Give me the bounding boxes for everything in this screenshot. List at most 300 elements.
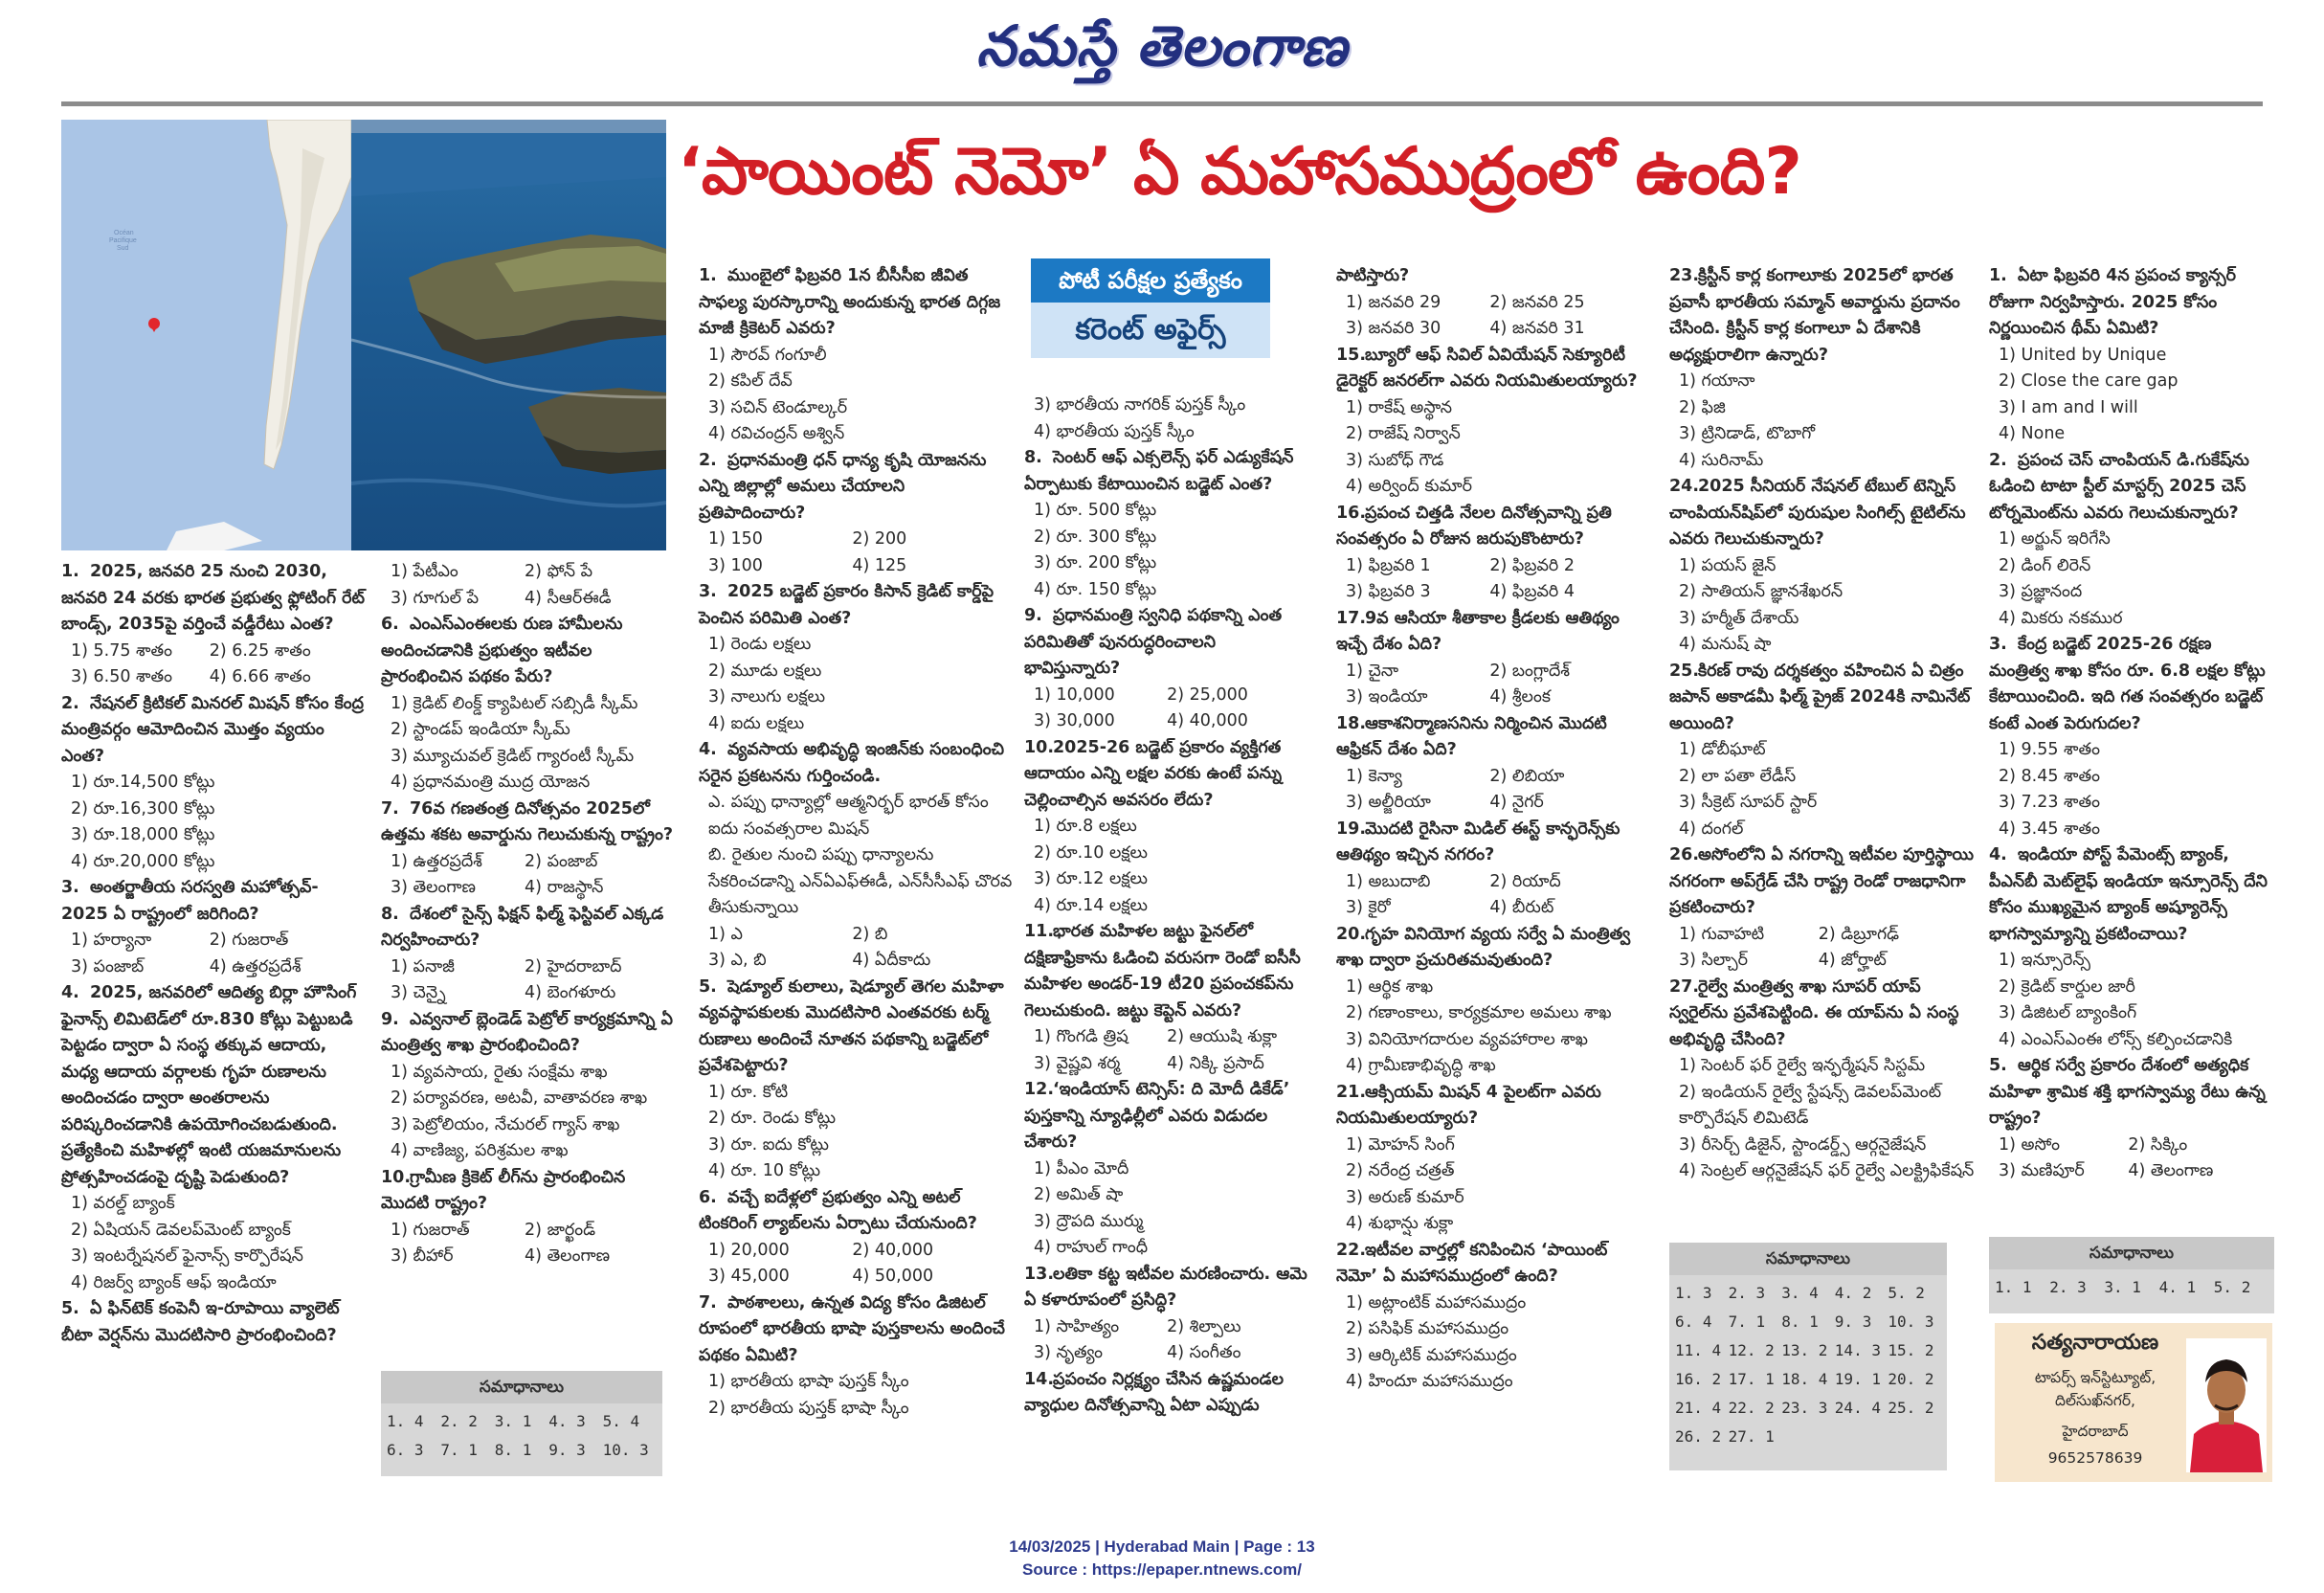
question-item [1336, 1080, 1652, 1238]
answer-option: 4) హిందూ మహాసముద్రం [1346, 1372, 1513, 1391]
answer-option: 2) అమిత్ షా [1034, 1185, 1124, 1204]
answer-option: 4) ఐదు లక్షలు [708, 713, 805, 733]
question-column-2 [381, 559, 676, 1270]
question-item [1024, 603, 1317, 735]
answer-key-cell [1781, 1423, 1835, 1451]
question-text: గ్రామీణ క్రికెట్ లీగ్‌ను ప్రారంభించిన మొదటి రాష్ట్రం? [381, 1167, 626, 1213]
question-column-5 [1336, 263, 1652, 1396]
answer-option: 2) డింగ్ లిరెన్ [1999, 555, 2091, 575]
answer-option: 2) రూ.16,300 కోట్లు [71, 798, 215, 819]
answer-option: 2) గుజరాత్ [209, 931, 289, 950]
question-item [1989, 1053, 2274, 1185]
answer-option: బి. రైతుల నుంచి పప్పు ధాన్యాలను సేకరించడాన్ని ఎన్ఏఎఫ్ఈడీ, ఎన్‌సీసీఎఫ్ చొరవ తీసుకున్నాయి [708, 845, 1013, 917]
question-item [1989, 842, 2274, 1053]
answer-options [1336, 290, 1652, 343]
answer-option: 4) 6.66 శాతం [209, 667, 311, 686]
answer-option: 3) వైష్ణవి శర్మ [1034, 1053, 1121, 1073]
answer-option: 2) 200 [852, 529, 907, 549]
answer-key-cell: 25. 2 [1888, 1399, 1934, 1417]
answer-option: 4) సురినామ్ [1679, 450, 1764, 470]
answer-options [1024, 683, 1317, 735]
question-text: ప్రధానమంత్రి స్వనిధి పథకాన్ని ఎంత పరిమితితో పునరుద్ధరించాలని భావిస్తున్నారు? [1024, 606, 1283, 678]
question-text: ఆక్సియమ్ మిషన్ 4 పైలట్‌గా ఎవరు నియమితులయ్యారు? [1336, 1082, 1601, 1128]
answer-options [1989, 737, 2274, 842]
answer-option: 1) భారతీయ భాషా పుస్తక్ స్కీం [708, 1372, 909, 1391]
answer-key-cell: 7. 1 [440, 1441, 478, 1459]
question-item [1336, 817, 1652, 922]
island-graphic [351, 120, 666, 550]
answer-option: 4) రూ. 10 కోట్లు [708, 1161, 821, 1180]
question-item [381, 1165, 676, 1270]
question-number: 27. [1669, 976, 1700, 997]
answer-option: 2) ఇండియన్ రైల్వే స్టేషన్స్ డెవలప్‌మెంట్ కార్పొరేషన్ లిమిటెడ్ [1679, 1082, 1942, 1128]
question-text: ఏటా ఫిబ్రవరి 4న ప్రపంచ క్యాన్సర్ రోజుగా నిర్వహిస్తారు. 2025 కోసం నిర్ణయించిన థీమ్ ఏమిటి? [1989, 266, 2236, 338]
answer-options [61, 928, 366, 980]
footer-source: Source : https://epaper.ntnews.com/ [1022, 1560, 1302, 1579]
answer-option: 3) బీహార్ [391, 1246, 454, 1266]
answer-option: 1) పయస్ జైన్ [1679, 555, 1777, 575]
answer-key-cell: 1. 4 [387, 1412, 424, 1430]
question-item [1336, 606, 1652, 711]
question-item [1989, 632, 2274, 842]
answer-options [1024, 498, 1317, 603]
answer-options [699, 343, 1015, 448]
question-number: 6. [699, 1187, 717, 1207]
question-item [1336, 711, 1652, 817]
question-column-6 [1669, 263, 1976, 1185]
answer-key-cell: 4. 1 [2158, 1278, 2197, 1296]
answer-option: 2) ఫిజి [1679, 397, 1726, 417]
question-text: ఆర్థిక సర్వే ప్రకారం దేశంలో అత్యధిక మహిళా శ్రామిక శక్తి భాగస్వామ్య రేటు ఉన్న రాష్ట్రం? [1989, 1056, 2266, 1128]
question-number: 5. [61, 1299, 79, 1318]
question-item [1669, 659, 1976, 843]
question-number: 3. [1989, 635, 2007, 654]
footer-dateline: 14/03/2025 | Hyderabad Main | Page : 13 [1009, 1537, 1315, 1556]
answer-option: 4) మికరు నకముర [1999, 608, 2123, 628]
question-item [699, 263, 1015, 448]
answer-options [1024, 1024, 1317, 1077]
answer-key-cell [1888, 1423, 1941, 1451]
answer-option: 1) ఉత్తరప్రదేశ్ [391, 851, 482, 871]
answer-key-cell: 1. 3 [1675, 1284, 1712, 1302]
answer-options [1336, 1133, 1652, 1238]
answer-option: 4) జనవరి 31 [1489, 319, 1585, 338]
question-text: రైల్వే మంత్రిత్వ శాఖ సూపర్ యాప్ స్వరైల్‌ను ప్రవేశపెట్టింది. ఈ యాప్‌ను ఏ సంస్థ అభివృద్ధి చేసింది? [1669, 976, 1959, 1049]
answers-box-left [381, 1371, 662, 1476]
question-number: 4. [61, 983, 79, 1002]
answer-option: 4) గ్రామీణాభివృద్ధి శాఖ [1346, 1056, 1496, 1075]
answer-option: 1) ఫిబ్రవరి 1 [1346, 555, 1431, 575]
question-text: క్రిస్టీన్ కార్ల కంగాలూకు 2025లో భారత ప్రవాసీ భారతీయ సమ్మాన్ అవార్డును ప్రదానం చేసింది. క్రిస్టీన్ కార్ల కంగాలూ ఏ దేశానికి అధ్యక్షురాలిగా ఉన్నారు? [1669, 266, 1960, 365]
answer-option: 2) భారతీయ పుస్తక్ భాషా స్కీం [708, 1398, 909, 1418]
answer-option: 4) అర్వింద్ కుమార్ [1346, 477, 1473, 496]
answer-option: 1) రూ. కోటి [708, 1082, 789, 1102]
answer-option: 1) రూ. 500 కోట్లు [1034, 501, 1157, 520]
question-text: పాఠశాలలు, ఉన్నత విద్య కోసం డిజిటల్ రూపంలో భారతీయ భాషా పుస్తకాలను అందించే పథకం ఏమిటి? [699, 1292, 1005, 1365]
answer-options [1669, 737, 1976, 842]
question-item [61, 1296, 366, 1349]
answer-option: 3) ఆర్కిటిక్ మహాసముద్రం [1346, 1345, 1517, 1365]
answer-option: 2) ఫిబ్రవరి 2 [1489, 555, 1575, 575]
question-item [1024, 1367, 1317, 1420]
answer-options [1336, 1290, 1652, 1396]
answer-option: 1) గయానా [1679, 371, 1755, 391]
author-area: దిల్‌సుఖ్‌నగర్, [2055, 1392, 2135, 1409]
answer-option: 1) సౌరవ్ గంగూలీ [708, 345, 827, 365]
answer-options [1336, 975, 1652, 1080]
answer-options [699, 790, 1015, 975]
answer-option: 4) సంగీతం [1167, 1343, 1241, 1362]
answer-option: 1) 9.55 శాతం [1999, 740, 2100, 759]
answer-option: 3) భారతీయ నాగరిక్ పుస్తక్ స్కీం [1034, 395, 1246, 415]
answer-options [1989, 1133, 2274, 1185]
question-text: షెడ్యూల్ కులాలు, షెడ్యూల్ తెగల మహిళా వ్యవస్థాపకులకు మొదటిసారి ఎంతవరకు టర్మ్ రుణాలు అందించే నూతన పథకాన్ని బడ్జెట్‌లో ప్రవేశపెట్టారు? [699, 976, 1004, 1075]
question-number: 20. [1336, 924, 1367, 944]
answer-option: 2) లా పతా లేడీస్ [1679, 766, 1797, 786]
answer-key-cell: 27. 1 [1728, 1427, 1775, 1446]
answer-key-cell: 2. 3 [1728, 1284, 1766, 1302]
answer-options [381, 559, 676, 612]
answer-option: 1) 10,000 [1034, 684, 1115, 705]
answer-option: 4) రూ.20,000 కోట్లు [71, 851, 215, 871]
answer-option: 1) ఇన్సూరెన్స్ [1999, 951, 2090, 970]
answer-key-cell: 20. 2 [1888, 1370, 1934, 1388]
question-column-7 [1989, 263, 2274, 1185]
question-number: 3. [699, 582, 717, 601]
answer-option: 4) 40,000 [1167, 711, 1248, 730]
question-item [699, 737, 1015, 975]
answer-key-cell: 14. 3 [1834, 1341, 1881, 1359]
answer-option: 2) 25,000 [1167, 684, 1248, 705]
question-text: గృహ వినియోగ వ్యయ సర్వే ఏ మంత్రిత్వ శాఖ ద్వారా ప్రచురితమవుతుంది? [1336, 924, 1631, 970]
author-org: టాపర్స్ ఇన్‌స్టిట్యూట్, [2034, 1369, 2156, 1386]
question-item [381, 1007, 676, 1165]
question-text: నేషనల్ క్రిటికల్ మినరల్ మిషన్ కోసం కేంద్ర మంత్రివర్గం ఆమోదించిన మొత్తం వ్యయం ఎంత? [61, 693, 364, 766]
answer-option: 3) రూ. ఐదు కోట్లు [708, 1134, 829, 1155]
answer-key-cell: 3. 4 [1781, 1284, 1819, 1302]
question-item [381, 559, 676, 612]
answer-option: 1) 5.75 శాతం [71, 640, 172, 661]
answer-options [1024, 1314, 1317, 1367]
question-text: సెంటర్ ఆఫ్ ఎక్సలెన్స్ ఫర్ ఎడ్యుకేషన్ ఏర్పాటుకు కేటాయించిన బడ్జెట్ ఎంత? [1024, 448, 1294, 494]
answer-key-cell: 1. 1 [1995, 1278, 2032, 1296]
answer-option: 4) ఫిబ్రవరి 4 [1489, 582, 1575, 601]
answer-option: 4) ఏదీకాదు [852, 951, 931, 970]
answer-option: 4) భారతీయ పుస్తక్ స్కీం [1034, 421, 1195, 441]
answer-option: 4) రవిచంద్రన్ అశ్విన్ [708, 424, 845, 443]
masthead-rule [61, 101, 2263, 106]
answer-option: 2) జనవరి 25 [1489, 292, 1585, 312]
answer-key-cell: 9. 3 [548, 1441, 586, 1459]
answer-option: 4) 3.45 శాతం [1999, 819, 2100, 839]
question-number: 5. [1989, 1056, 2007, 1075]
question-text: ఏ ఫిన్‌టెక్ కంపెనీ ఇ-రూపాయి వ్యాలెట్ బీటా వెర్షన్‌ను మొదటిసారి ప్రారంభించింది? [61, 1299, 340, 1345]
answer-key-cell: 21. 4 [1675, 1399, 1722, 1417]
answer-option: 2) బి [852, 924, 888, 944]
map-label: Océan [114, 230, 134, 236]
answer-option: 4) నైగర్ [1489, 793, 1544, 812]
question-number: 22. [1336, 1240, 1367, 1260]
answer-option: 4) ప్రధానమంత్రి ముద్ర యోజన [391, 773, 591, 792]
answer-option: 4) నిక్కి ప్రసాద్ [1167, 1053, 1264, 1073]
question-item [61, 559, 366, 691]
question-item [699, 1290, 1015, 1423]
answer-option: 1) రూ.8 లక్షలు [1034, 817, 1137, 836]
answer-option: 2) పంజాబ్ [525, 851, 598, 871]
answer-option: 3) I am and I will [1999, 397, 2138, 417]
answer-option: 3) గూగుల్ పే [391, 588, 480, 608]
answer-option: 4) రూ.14 లక్షలు [1034, 895, 1148, 915]
answer-option: 3) సుబోధ్ గౌడ [1346, 450, 1444, 470]
answer-option: 3) 7.23 శాతం [1999, 793, 2100, 812]
answer-option: 2) 6.25 శాతం [209, 640, 311, 661]
answer-key-cell: 6. 3 [387, 1441, 424, 1459]
question-text: ప్రపంచ చిత్తడి నేలల దినోత్సవాన్ని ప్రతి సంవత్సరం ఏ రోజున జరుపుకొంటారు? [1336, 503, 1612, 549]
answer-option: 1) వ్యవసాయ, రైతు సంక్షేమ శాఖ [391, 1062, 608, 1082]
answer-option: 3) డిజిటల్ బ్యాంకింగ్ [1999, 1003, 2137, 1022]
question-text: ఎంఎస్ఎంఈలకు రుణ హామీలను అందించడానికి ప్రభుత్వం ఇటీవల ప్రారంభించిన పథకం పేరు? [381, 615, 623, 686]
answer-option: 3) చెన్నై [391, 983, 446, 1002]
answer-key-cell: 5. 2 [1888, 1284, 1925, 1302]
question-number: 7. [699, 1292, 717, 1313]
question-number: 12. [1024, 1080, 1055, 1099]
question-item [381, 796, 676, 902]
section-banner [1031, 258, 1270, 358]
answer-option: 1) ఆర్థిక శాఖ [1346, 976, 1434, 997]
answer-option: 1) అబుదాబి [1346, 871, 1431, 891]
answer-option: 3) సిల్చార్ [1679, 951, 1748, 970]
question-item [1336, 263, 1652, 343]
answer-option: 1) అసోం [1999, 1134, 2061, 1155]
answer-options [1336, 553, 1652, 606]
question-item [1989, 263, 2274, 448]
question-text: ఆకాశనిర్మాణసనిను నిర్మించిన మొదటి ఆఫ్రికన్ దేశం ఏది? [1336, 713, 1607, 759]
answer-option: ఎ. పప్పు ధాన్యాల్లో ఆత్మనిర్భర్ భారత్ కోసం ఐదు సంవత్సరాల మిషన్ [708, 793, 989, 839]
answers-title: సమాధానాలు [1989, 1237, 2274, 1269]
answer-options [381, 1218, 676, 1270]
svg-text:Sud: Sud [117, 245, 129, 252]
answer-option: 3) 45,000 [708, 1267, 790, 1286]
answer-key-cell: 24. 4 [1834, 1399, 1881, 1417]
answer-key-cell: 12. 2 [1728, 1341, 1775, 1359]
answers-box-right [1989, 1237, 2274, 1313]
question-item [1024, 393, 1317, 445]
answer-option: 3) హర్మీత్ దేశాయ్ [1679, 608, 1799, 628]
question-number: 1. [61, 562, 79, 581]
answer-option: 3) రీసెర్చ్ డిజైన్, స్టాండర్డ్స్ ఆర్గనైజేషన్ [1679, 1134, 1927, 1155]
answer-option: 2) హైదరాబాద్ [525, 956, 622, 976]
question-text: భారత మహిళల జట్టు ఫైనల్‌లో దక్షిణాఫ్రికాను ఓడించి వరుసగా రెండో ఐసీసీ మహిళల అండర్-19 టీ20 ప్రపంచకప్‌ను గెలుచుకుంది. జట్టు కెప్టెన్ ఎవరు? [1024, 922, 1301, 1021]
answer-key-cell: 11. 4 [1675, 1341, 1722, 1359]
answer-option: 4) 50,000 [852, 1267, 934, 1286]
answer-options [61, 1191, 366, 1296]
answer-option: 1) సెంటర్ ఫర్ రైల్వే ఇన్ఫర్మేషన్ సిస్టమ్ [1679, 1056, 1926, 1075]
question-number: 6. [381, 615, 399, 634]
answers-grid [1669, 1275, 1947, 1455]
answer-options [699, 527, 1015, 579]
author-name: సత్యనారాయణ [2031, 1331, 2159, 1355]
author-city: హైదరాబాద్ [2062, 1423, 2129, 1440]
answer-option: 1) హర్యానా [71, 931, 152, 950]
answer-option: 1) United by Unique [1999, 345, 2167, 365]
answer-key-cell: 8. 1 [494, 1441, 532, 1459]
answer-options [1336, 395, 1652, 501]
answer-key-cell: 13. 2 [1781, 1341, 1828, 1359]
answer-option: 1) రూ.14,500 కోట్లు [71, 773, 215, 792]
answer-option: 4) శుభాన్షు శుక్లా [1346, 1214, 1454, 1233]
answer-option: 2) జార్ఖండ్ [525, 1220, 596, 1240]
answer-options [1336, 764, 1652, 817]
hero-image [61, 120, 666, 550]
answer-key-cell: 7. 1 [1728, 1313, 1766, 1331]
answer-option: 2) సిక్కిం [2128, 1134, 2188, 1155]
answer-option: 4) దంగల్ [1679, 819, 1744, 839]
answer-key-cell: 5. 2 [2213, 1278, 2251, 1296]
answer-option: 3) ఫిబ్రవరి 3 [1346, 582, 1431, 601]
question-item [61, 691, 366, 876]
answer-option: 1) పేటీఎం [391, 562, 458, 581]
answer-option: 3) 30,000 [1034, 711, 1115, 730]
answer-option: 4) తెలంగాణ [525, 1246, 611, 1266]
answer-key-cell: 26. 2 [1675, 1427, 1722, 1446]
question-text: వచ్చే ఐదేళ్లలో ప్రభుత్వం ఎన్ని అటల్ టింకరింగ్ ల్యాబ్‌లను ఏర్పాటు చేయనుంది? [699, 1187, 977, 1233]
answer-option: 3) నాలుగు లక్షలు [708, 687, 825, 707]
answer-options [699, 1080, 1015, 1185]
answer-option: 2) పర్యావరణ, అటవీ, వాతావరణ శాఖ [391, 1088, 648, 1108]
answer-option: 3) ఇంటర్నేషనల్ ఫైనాన్స్ కార్పొరేషన్ [71, 1246, 303, 1266]
answer-option: 2) శిల్పాలు [1167, 1316, 1241, 1336]
svg-text:Pacifique: Pacifique [109, 237, 137, 244]
question-number: 4. [699, 740, 717, 759]
question-number: 2. [61, 693, 79, 713]
answer-key-cell: 22. 2 [1728, 1399, 1775, 1417]
answer-option: 1) అట్లాంటిక్ మహాసముద్రం [1346, 1292, 1527, 1313]
answer-key-cell: 15. 2 [1888, 1341, 1934, 1359]
question-item [1024, 735, 1317, 920]
answer-option: 4) రాజస్థాన్ [525, 878, 604, 897]
question-item [381, 612, 676, 796]
answer-option: 1) రాకేష్ అస్థాన [1346, 397, 1453, 417]
answer-option: 1) గువాహటి [1679, 924, 1765, 944]
banner-title: కరెంట్ అఫైర్స్ [1031, 303, 1270, 358]
answer-option: 4) None [1999, 424, 2066, 443]
author-phone: 9652578639 [2047, 1449, 2143, 1467]
answer-option: 2) రూ. రెండు కోట్లు [708, 1109, 837, 1128]
question-text: 9వ ఆసియా శీతాకాల క్రీడలకు ఆతిథ్యం ఇచ్చే దేశం ఏది? [1336, 608, 1620, 654]
question-text: ముంబైలో ఫిబ్రవరి 1న బీసీసీఐ జీవిత సాఫల్య పురస్కారాన్ని అందుకున్న భారత దిగ్గజ మాజీ క్రికెటర్ ఎవరు? [699, 266, 1001, 338]
question-item [1669, 842, 1976, 975]
answer-options [699, 1238, 1015, 1290]
question-number: 1. [699, 266, 717, 285]
question-number: 4. [1989, 845, 2007, 864]
answer-option: 4) తెలంగాణ [2128, 1161, 2214, 1180]
question-text: దేశంలో సైన్స్ ఫిక్షన్ ఫిల్మ్ ఫెస్టివల్ ఎక్కడ నిర్వహించారు? [381, 904, 664, 950]
question-text: బ్యూరో ఆఫ్ సివిల్ ఏవియేషన్ సెక్యూరిటీ డైరెక్టర్ జనరల్‌గా ఎవరు నియమితులయ్యారు? [1336, 345, 1638, 391]
answer-option: 1) 20,000 [708, 1240, 790, 1260]
answer-option: 4) 125 [852, 555, 907, 575]
answer-option: 1) చైనా [1346, 661, 1399, 681]
question-item [1336, 1238, 1652, 1396]
answer-options [381, 1060, 676, 1165]
answer-option: 1) 150 [708, 529, 763, 549]
question-item [699, 1185, 1015, 1290]
answer-key-cell: 4. 2 [1834, 1284, 1872, 1302]
question-number: 2. [699, 450, 717, 470]
answer-option: 1) కెన్యా [1346, 766, 1402, 786]
answer-option: 2) రూ. 300 కోట్లు [1034, 527, 1157, 547]
question-text: ‘ఇండియాస్ టెన్సిస్: ది మోదీ డికేడ్’ పుస్తకాన్ని న్యూఢిల్లీలో ఎవరు విడుదల చేశారు? [1024, 1080, 1290, 1152]
question-item [381, 902, 676, 1007]
question-column-1 [61, 559, 366, 1349]
answer-options [381, 849, 676, 902]
answer-option: 1) రెండు లక్షలు [708, 635, 812, 654]
answer-key-cell: 18. 4 [1781, 1370, 1828, 1388]
question-text: ఇటీవల వార్తల్లో కనిపించిన ‘పాయింట్ నెమో’ ఏ మహాసముద్రంలో ఉంది? [1336, 1240, 1608, 1286]
question-number: 23. [1669, 266, 1700, 285]
answer-option: 3) మణిపూర్ [1999, 1161, 2085, 1180]
answer-key-cell: 19. 1 [1834, 1370, 1881, 1388]
answer-key-cell: 5. 4 [602, 1412, 640, 1430]
answer-key-cell: 2. 2 [440, 1412, 478, 1430]
author-photo [2186, 1338, 2267, 1472]
question-item [699, 975, 1015, 1185]
answer-option: 3) 100 [708, 555, 763, 575]
answer-option: 3) ప్రజ్ఞానంద [1999, 582, 2083, 601]
map-graphic [61, 120, 351, 550]
answer-options [381, 691, 676, 796]
question-item [1669, 474, 1976, 659]
question-number: 5. [699, 976, 717, 997]
answer-option: 3) పెట్రోలియం, నేచురల్ గ్యాస్ శాఖ [391, 1114, 620, 1134]
headline: ‘పాయింట్ నెమో’ ఏ మహాసముద్రంలో ఉంది? [678, 134, 1801, 210]
answer-option: 4) శ్రీలంక [1489, 687, 1551, 707]
question-number: 21. [1336, 1082, 1367, 1102]
question-number: 10. [381, 1167, 412, 1187]
question-number: 3. [61, 878, 79, 897]
question-number: 2. [1989, 450, 2007, 470]
answer-option: 3) ఇండియా [1346, 687, 1428, 707]
question-number: 26. [1669, 845, 1700, 864]
answer-option: 4) సీఆర్ఈడీ [525, 588, 612, 608]
answer-option: 2) కపిల్ దేవ్ [708, 371, 793, 391]
question-number: 16. [1336, 503, 1367, 523]
answer-options [1989, 948, 2274, 1053]
answer-key-cell: 23. 3 [1781, 1399, 1828, 1417]
answer-option: 2) మూడు లక్షలు [708, 661, 822, 681]
answer-option: 2) Close the care gap [1999, 371, 2179, 391]
answer-key-cell: 8. 1 [1781, 1313, 1819, 1331]
answer-key-cell: 3. 1 [494, 1412, 532, 1430]
question-number: 17. [1336, 608, 1367, 628]
answer-options [1024, 393, 1317, 445]
answer-option: 3) మ్యూచువల్ క్రెడిట్ గ్యారంటీ స్కీమ్ [391, 746, 635, 766]
answer-option: 1) మోహన్ సింగ్ [1346, 1134, 1455, 1155]
question-text: 2025 సీనియర్ నేషనల్ టేబుల్ టెన్నిస్ చాంపియన్‌షిప్‌లో పురుషుల సింగిల్స్ టైటిల్‌ను ఎవరు గెలుచుకున్నారు? [1669, 477, 1966, 549]
question-column-4 [1024, 393, 1317, 1420]
answer-option: 2) లిబియా [1489, 766, 1565, 786]
answer-option: 4) వాణిజ్య, పరిశ్రమల శాఖ [391, 1141, 569, 1160]
answer-option: 2) 40,000 [852, 1240, 934, 1260]
question-item [1669, 263, 1976, 474]
answers-box-middle [1669, 1243, 1947, 1470]
question-text: 2025, జనవరి 25 నుంచి 2030, జనవరి 24 వరకు భారత ప్రభుత్వ ఫ్లోటింగ్ రేట్ బాండ్స్, 2035పై వర్తించే వడ్డీరేటు ఎంత? [61, 562, 366, 634]
answer-options [1024, 814, 1317, 919]
answer-option: 2) ఏషియన్ డెవలప్‌మెంట్ బ్యాంక్ [71, 1220, 291, 1240]
answer-options [1669, 1053, 1976, 1185]
answer-options [1669, 553, 1976, 659]
answer-option: 2) ఫోన్ పే [525, 562, 593, 581]
answer-option: 3) సీక్రెట్ సూపర్ స్టార్ [1679, 793, 1818, 812]
